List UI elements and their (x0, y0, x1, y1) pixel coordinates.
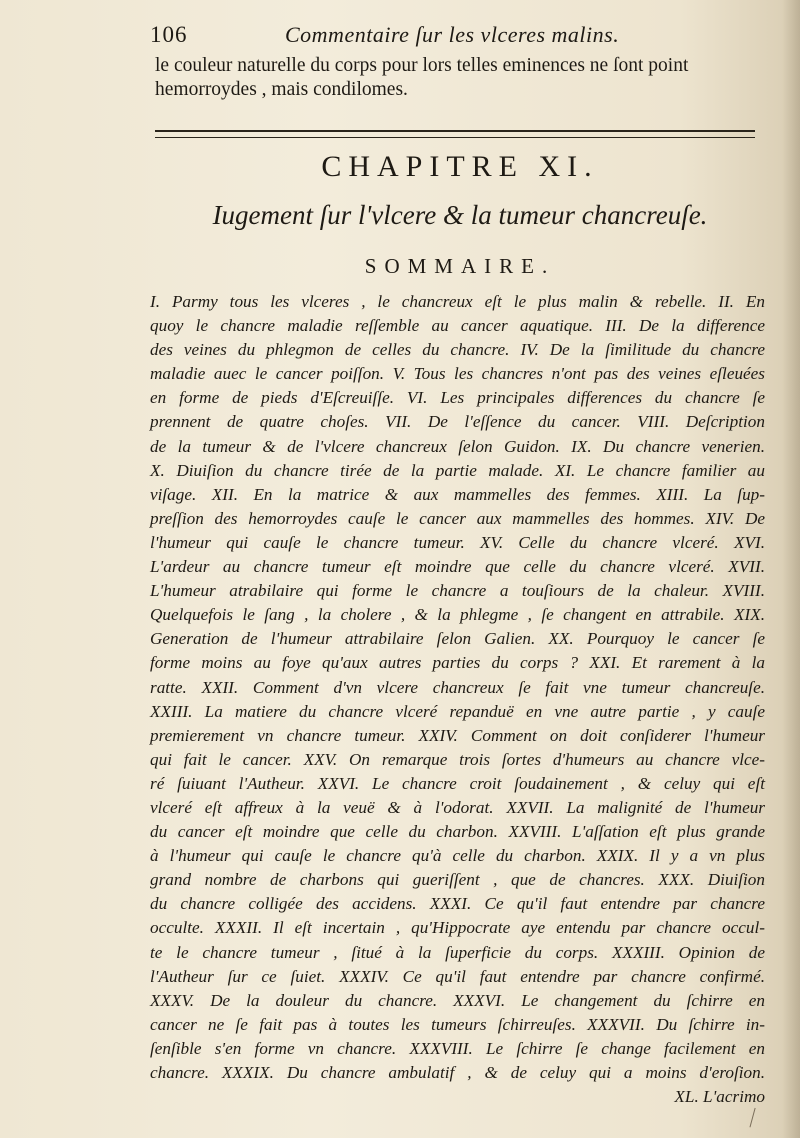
summary-line: cancer ne ſe fait pas à toutes les tumeurs ſchirreuſes. XXXVII. Du ſchirre in- (150, 1014, 765, 1034)
summary-line: à l'humeur qui cauſe le chancre qu'à celle du charbon. XXIX. Il y a vn plus (150, 846, 765, 866)
summary-line: qui fait le cancer. XXV. On remarque trois ſortes d'humeurs au chancre vlce- (150, 749, 765, 769)
summary-line: XXXV. De la douleur du chancre. XXXVI. Le changement du ſchirre en (150, 990, 765, 1010)
summary-line: ratte. XXII. Comment d'vn vlcere chancreux ſe fait vne tumeur chancreuſe. (150, 677, 765, 697)
carry-over-text (155, 54, 765, 102)
summary-line: l'humeur qui cauſe le chancre tumeur. XV. Celle du chancre vlceré. XVI. (150, 532, 765, 552)
summary-line: prennent de quatre choſes. VII. De l'eſſence du cancer. VIII. Deſcription (150, 412, 765, 432)
summary-heading: SOMMAIRE. (364, 254, 556, 278)
pencil-mark (749, 1108, 758, 1128)
summary-line: du chancre colligée des accidens. XXXI. Ce qu'il faut entendre par chancre (150, 894, 765, 914)
summary-line: forme moins au foye qu'aux autres parties du corps ? XXI. Et rarement à la (150, 653, 765, 673)
summary-line: l'Autheur ſur ce ſuiet. XXXIV. Ce qu'il faut entendre par chancre confirmé. (150, 966, 765, 986)
summary-line: L'humeur atrabilaire qui forme le chancre a touſiours de la chaleur. XVIII. (150, 581, 765, 601)
section-divider (155, 130, 755, 138)
summary-line: ſenſible s'en forme vn chancre. XXXVIII. Le ſchirre ſe change facilement en (150, 1038, 765, 1058)
summary-line: XL. L'acrimo (674, 1087, 765, 1107)
summary-line: de la tumeur & de l'vlcere chancreux ſelon Guidon. IX. Du chancre venerien. (150, 436, 765, 456)
summary-line: quoy le chancre maladie reſſemble au cancer aquatique. III. De la difference (150, 316, 765, 336)
page-edge-shadow (782, 0, 800, 1138)
summary-line: te le chancre tumeur , ſitué à la ſuperficie du corps. XXXIII. Opinion de (150, 942, 765, 962)
summary-line: chancre. XXXIX. Du chancre ambulatif , & de celuy qui a moins d'eroſion. (150, 1063, 765, 1082)
summary-line: L'ardeur au chancre tumeur eſt moindre que celle du chancre vlceré. XVII. (150, 557, 765, 577)
summary-line: en forme de pieds d'Eſcreuiſſe. VI. Les principales differences du chancre ſe (150, 388, 765, 408)
summary-line: maladie auec le cancer poiſſon. V. Tous les chancres n'ont pas des veines eſleuées (150, 364, 765, 384)
text-line: le couleur naturelle du corps pour lors telles eminences ne ſont point (155, 55, 689, 76)
summary-line: grand nombre de charbons qui gueriſſent , que de chancres. XXX. Diuiſion (150, 870, 765, 890)
summary-line: des veines du phlegmon de celles du chancre. IV. De la ſimilitude du chancre (150, 340, 765, 360)
page-number: 106 (150, 22, 188, 47)
chapter-title: CHAPITRE XI. (321, 150, 599, 183)
summary-line: Quelquefois le ſang , la cholere , & la phlegme , ſe changent en attrabile. XIX. (150, 605, 765, 625)
summary-line: premierement vn chancre tumeur. XXIV. Comment on doit conſiderer l'humeur (150, 725, 765, 745)
summary-body (150, 290, 765, 1109)
summary-line: I. Parmy tous les vlceres , le chancreux eſt le plus malin & rebelle. II. En (150, 292, 765, 311)
summary-line: XXIII. La matiere du chancre vlceré repanduë en vne autre partie , y cauſe (150, 701, 765, 721)
running-head (150, 22, 750, 52)
summary-line: viſage. XII. En la matrice & aux mammelles des femmes. XIII. La ſup- (150, 484, 765, 504)
summary-line: ré ſuiuant l'Autheur. XXVI. Le chancre croit ſoudainement , & celuy qui eſt (150, 773, 765, 793)
summary-line: du cancer eſt moindre que celle du charbon. XXVIII. L'aſſation eſt plus grande (150, 822, 765, 842)
summary-line: vlceré eſt affreux à la veuë & à l'odorat. XXVII. La malignité de l'humeur (150, 797, 765, 817)
summary-line: X. Diuiſion du chancre tirée de la partie malade. XI. Le chancre familier au (150, 460, 765, 480)
summary-line: Generation de l'humeur attrabilaire ſelon Galien. XX. Pourquoy le cancer ſe (150, 629, 765, 649)
text-line: hemorroydes , mais condilomes. (155, 79, 408, 100)
chapter-subtitle: Iugement ſur l'vlcere & la tumeur chancreuſe. (212, 200, 708, 230)
running-title: Commentaire ſur les vlceres malins. (285, 22, 620, 47)
summary-line: occulte. XXXII. Il eſt incertain , qu'Hippocrate aye entendu par chancre occul- (150, 918, 765, 938)
summary-line: preſſion des hemorroydes cauſe le cancer aux mammelles des hommes. XIV. De (150, 508, 765, 528)
